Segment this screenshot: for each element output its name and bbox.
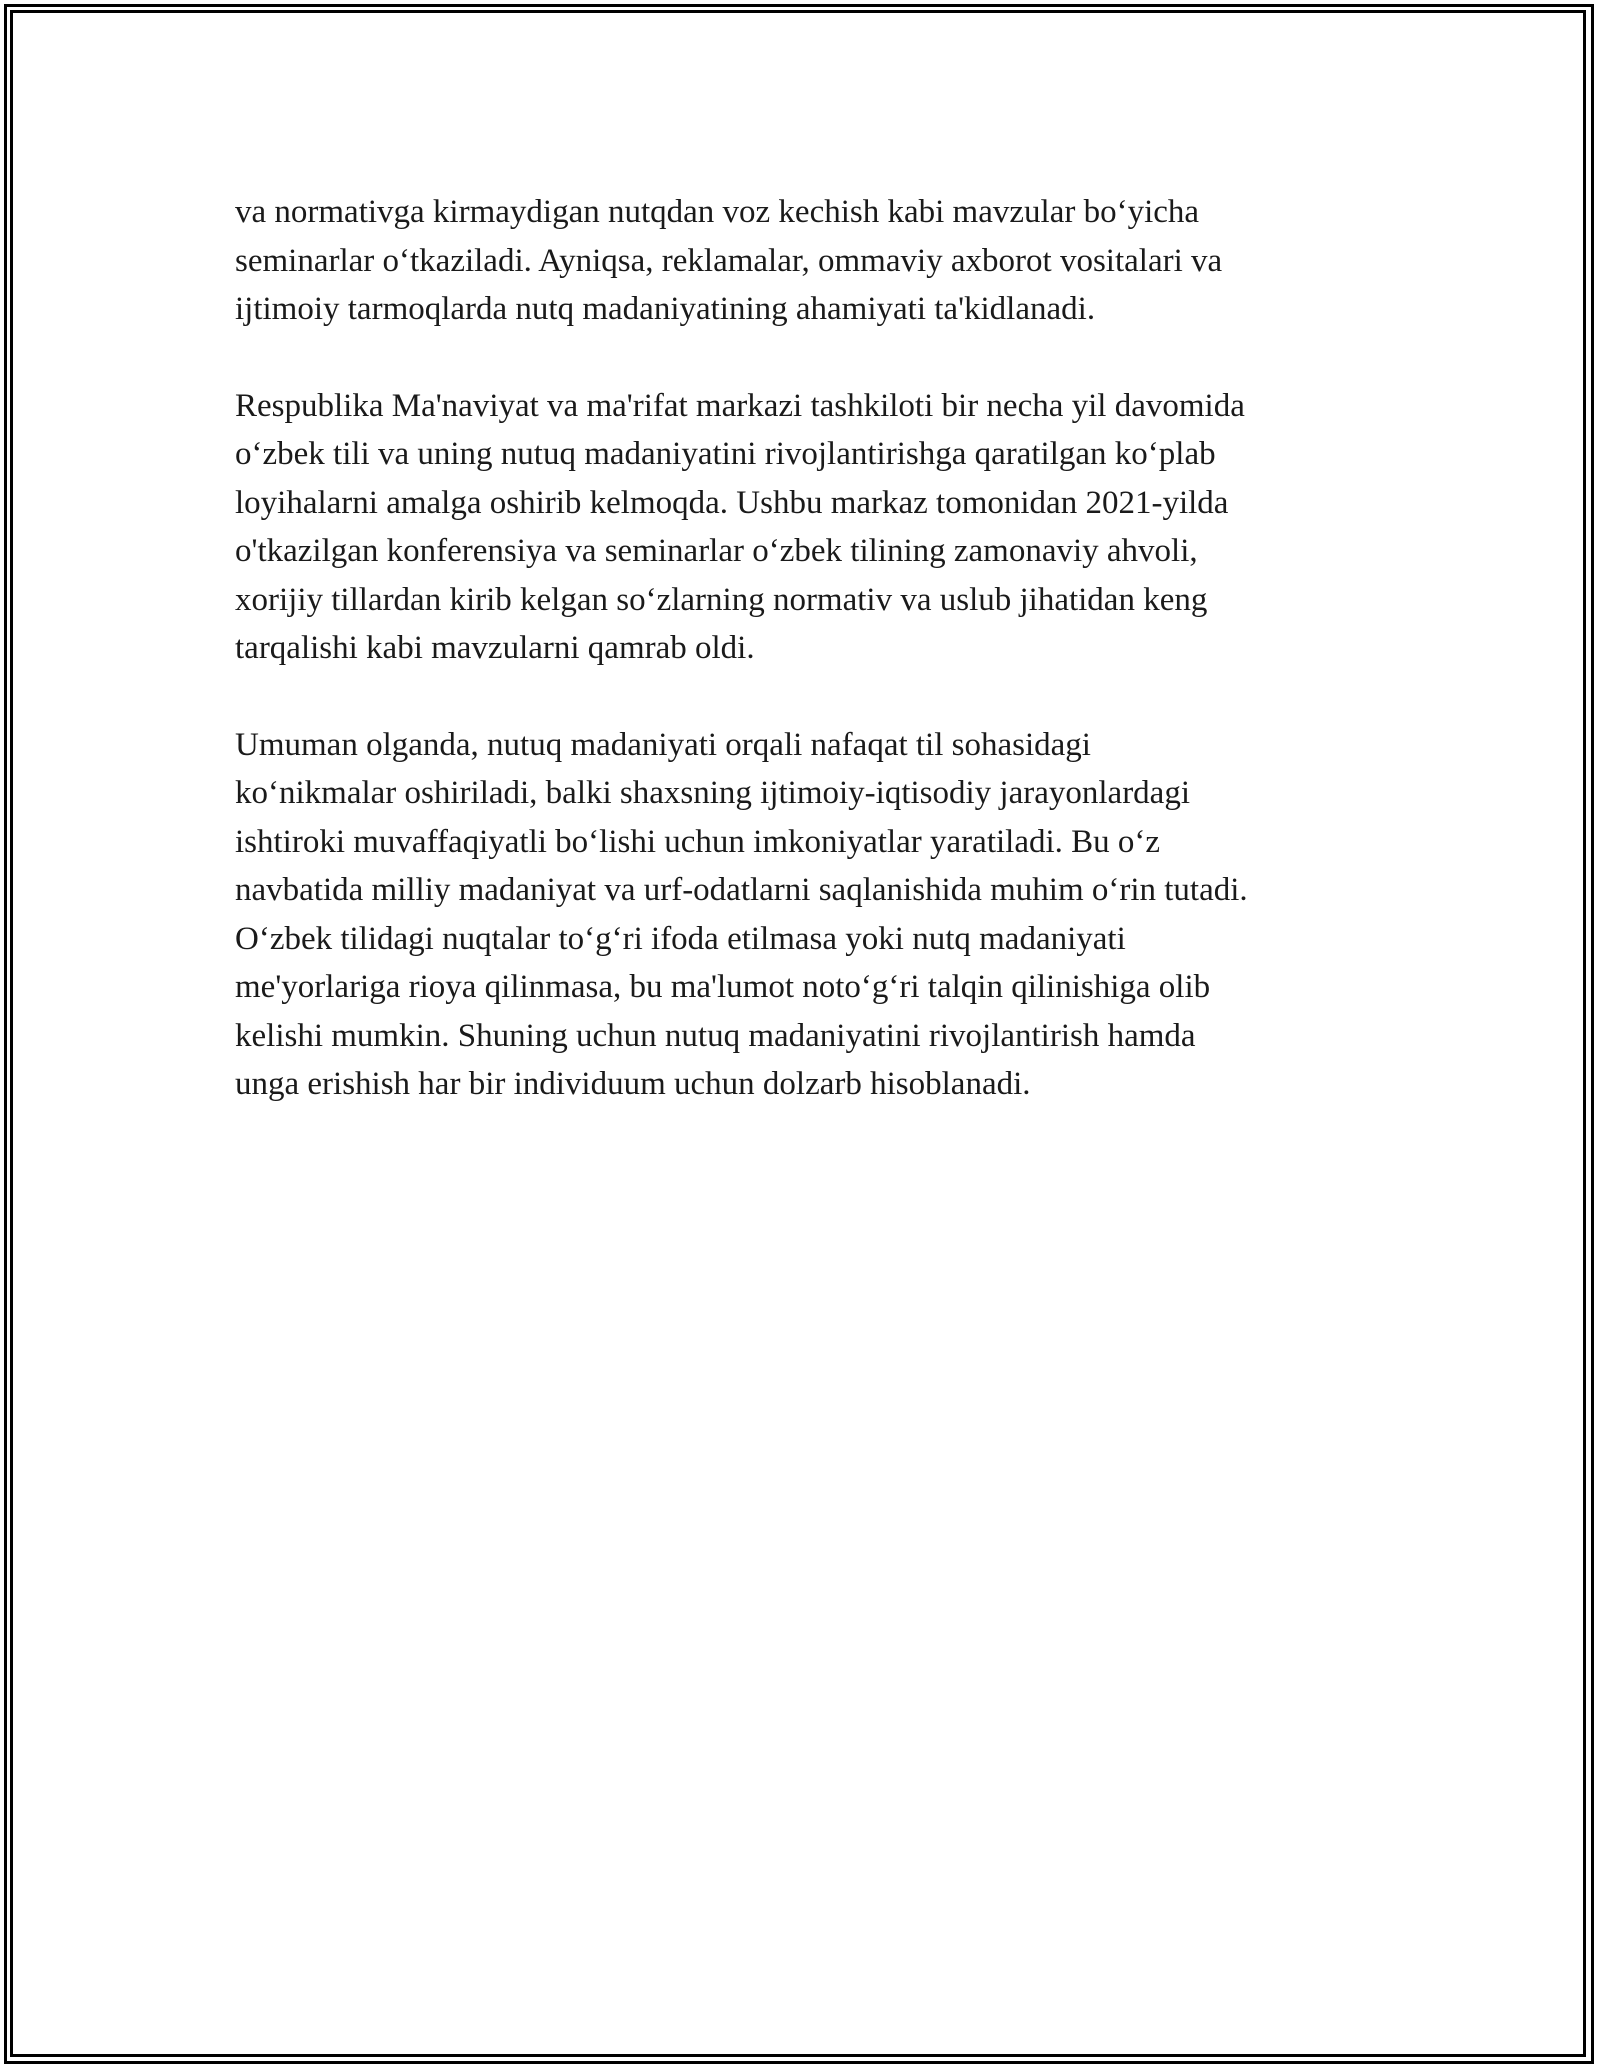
document-body <box>235 188 1385 1157</box>
text-line: ko‘nikmalar oshiriladi, balki shaxsning ijtimoiy-iqtisodiy jarayonlardagi <box>235 775 1191 811</box>
text-line: seminarlar o‘tkaziladi. Ayniqsa, reklamalar, ommaviy axborot vositalari va <box>235 242 1223 279</box>
text-line: xorijiy tillardan kirib kelgan so‘zlarning normativ va uslub jihatidan keng <box>235 581 1208 618</box>
text-line: Respublika Ma'naviyat va ma'rifat markazi tashkiloti bir necha yil davomida <box>235 387 1245 424</box>
text-line: o‘zbek tili va uning nutuq madaniyatini rivojlantirishga qaratilgan ko‘plab <box>235 436 1216 472</box>
text-line: va normativga kirmaydigan nutqdan voz kechish kabi mavzular bo‘yicha <box>235 194 1200 230</box>
text-line: tarqalishi kabi mavzularni qamrab oldi. <box>235 630 755 666</box>
text-line: ijtimoiy tarmoqlarda nutq madaniyatining ahamiyati ta'kidlanadi. <box>235 291 1096 327</box>
paragraph-1 <box>235 188 1385 334</box>
text-line: unga erishish har bir individuum uchun dolzarb hisoblanadi. <box>235 1066 1031 1102</box>
paragraph-2 <box>235 382 1385 673</box>
text-line: loyihalarni amalga oshirib kelmoqda. Ushbu markaz tomonidan 2021-yilda <box>235 484 1229 521</box>
text-line: ishtiroki muvaffaqiyatli bo‘lishi uchun imkoniyatlar yaratiladi. Bu o‘z <box>235 823 1161 860</box>
text-line: me'yorlariga rioya qilinmasa, bu ma'lumot noto‘g‘ri talqin qilinishiga olib <box>235 969 1211 1005</box>
text-line: o'tkazilgan konferensiya va seminarlar o‘zbek tilining zamonaviy ahvoli, <box>235 533 1198 569</box>
paragraph-3 <box>235 721 1385 1109</box>
text-line: kelishi mumkin. Shuning uchun nutuq madaniyatini rivojlantirish hamda <box>235 1017 1196 1054</box>
text-line: navbatida milliy madaniyat va urf-odatlarni saqlanishida muhim o‘rin tutadi. <box>235 872 1248 908</box>
text-line: Umuman olganda, nutuq madaniyati orqali nafaqat til sohasidagi <box>235 726 1091 763</box>
text-line: O‘zbek tilidagi nuqtalar to‘g‘ri ifoda etilmasa yoki nutq madaniyati <box>235 920 1126 957</box>
